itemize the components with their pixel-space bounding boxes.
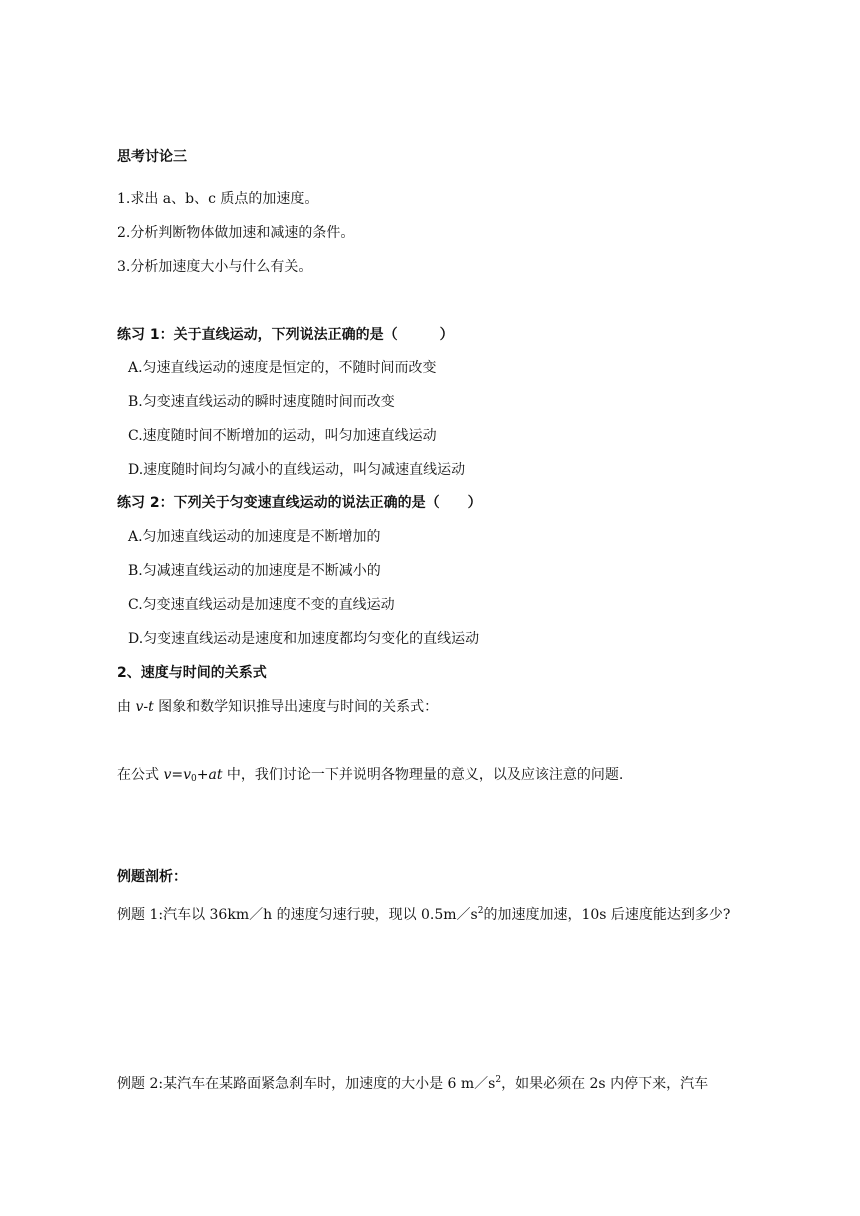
derivation-suffix: 图象和数学知识推导出速度与时间的关系式： [153, 699, 439, 715]
formula-v: v [163, 767, 172, 783]
formula-v0: v [183, 767, 192, 783]
exercise1-option-a: A.匀速直线运动的速度是恒定的，不随时间而改变 [128, 360, 437, 376]
exercise1-option-d: D.速度随时间均匀减小的直线运动，叫匀减速直线运动 [128, 462, 466, 478]
exercise2-option-a: A.匀加速直线运动的加速度是不断增加的 [128, 529, 381, 545]
example1-main: 例题 1:汽车以 36km／h 的速度匀速行驶，现以 0.5m／s [117, 907, 478, 923]
formula-equals: = [171, 767, 184, 783]
exercise2-option-d: D.匀变速直线运动是速度和加速度都均匀变化的直线运动 [128, 631, 480, 647]
example2-text [117, 1071, 708, 1093]
example1-text [117, 902, 730, 924]
exercise1-option-c: C.速度随时间不断增加的运动，叫匀加速直线运动 [128, 428, 437, 444]
exercise1-option-b: B.匀变速直线运动的瞬时速度随时间而改变 [128, 394, 395, 410]
exercise1-question: 练习 1：关于直线运动，下列说法正确的是（ ） [117, 327, 454, 343]
derivation-prefix: 由 [117, 699, 136, 715]
exercise2-option-b: B.匀减速直线运动的加速度是不断减小的 [128, 563, 381, 579]
derivation-vt-symbol: v-t [135, 699, 154, 715]
discussion-item-2: 2.分析判断物体做加速和减速的条件。 [117, 225, 355, 241]
formula-suffix: 中，我们讨论一下并说明各物理量的意义，以及应该注意的问题. [222, 767, 624, 783]
exercise2-option-c: C.匀变速直线运动是加速度不变的直线运动 [128, 597, 395, 613]
example2-tail: ，如果必须在 2s 内停下来，汽车 [501, 1076, 709, 1092]
example1-tail: 的加速度加速，10s 后速度能达到多少? [483, 907, 731, 923]
discussion-item-1: 1.求出 a、b、c 质点的加速度。 [117, 191, 319, 207]
formula-plus: + [196, 767, 209, 783]
section2-title: 2、速度与时间的关系式 [117, 665, 267, 681]
examples-title: 例题剖析： [117, 869, 187, 885]
discussion-item-3: 3.分析加速度大小与什么有关。 [117, 259, 313, 275]
formula-sentence [117, 766, 623, 788]
example2-main: 例题 2:某汽车在某路面紧急刹车时，加速度的大小是 6 m／s [117, 1076, 496, 1092]
derivation-sentence [117, 698, 438, 716]
formula-prefix: 在公式 [117, 767, 164, 783]
example1-superscript: 2 [477, 906, 484, 916]
example2-superscript: 2 [495, 1075, 502, 1085]
formula-v0-subscript: 0 [191, 774, 197, 784]
formula-at: at [208, 767, 223, 783]
exercise2-question: 练习 2：下列关于匀变速直线运动的说法正确的是（ ） [117, 495, 482, 511]
discussion-title: 思考讨论三 [117, 149, 187, 165]
